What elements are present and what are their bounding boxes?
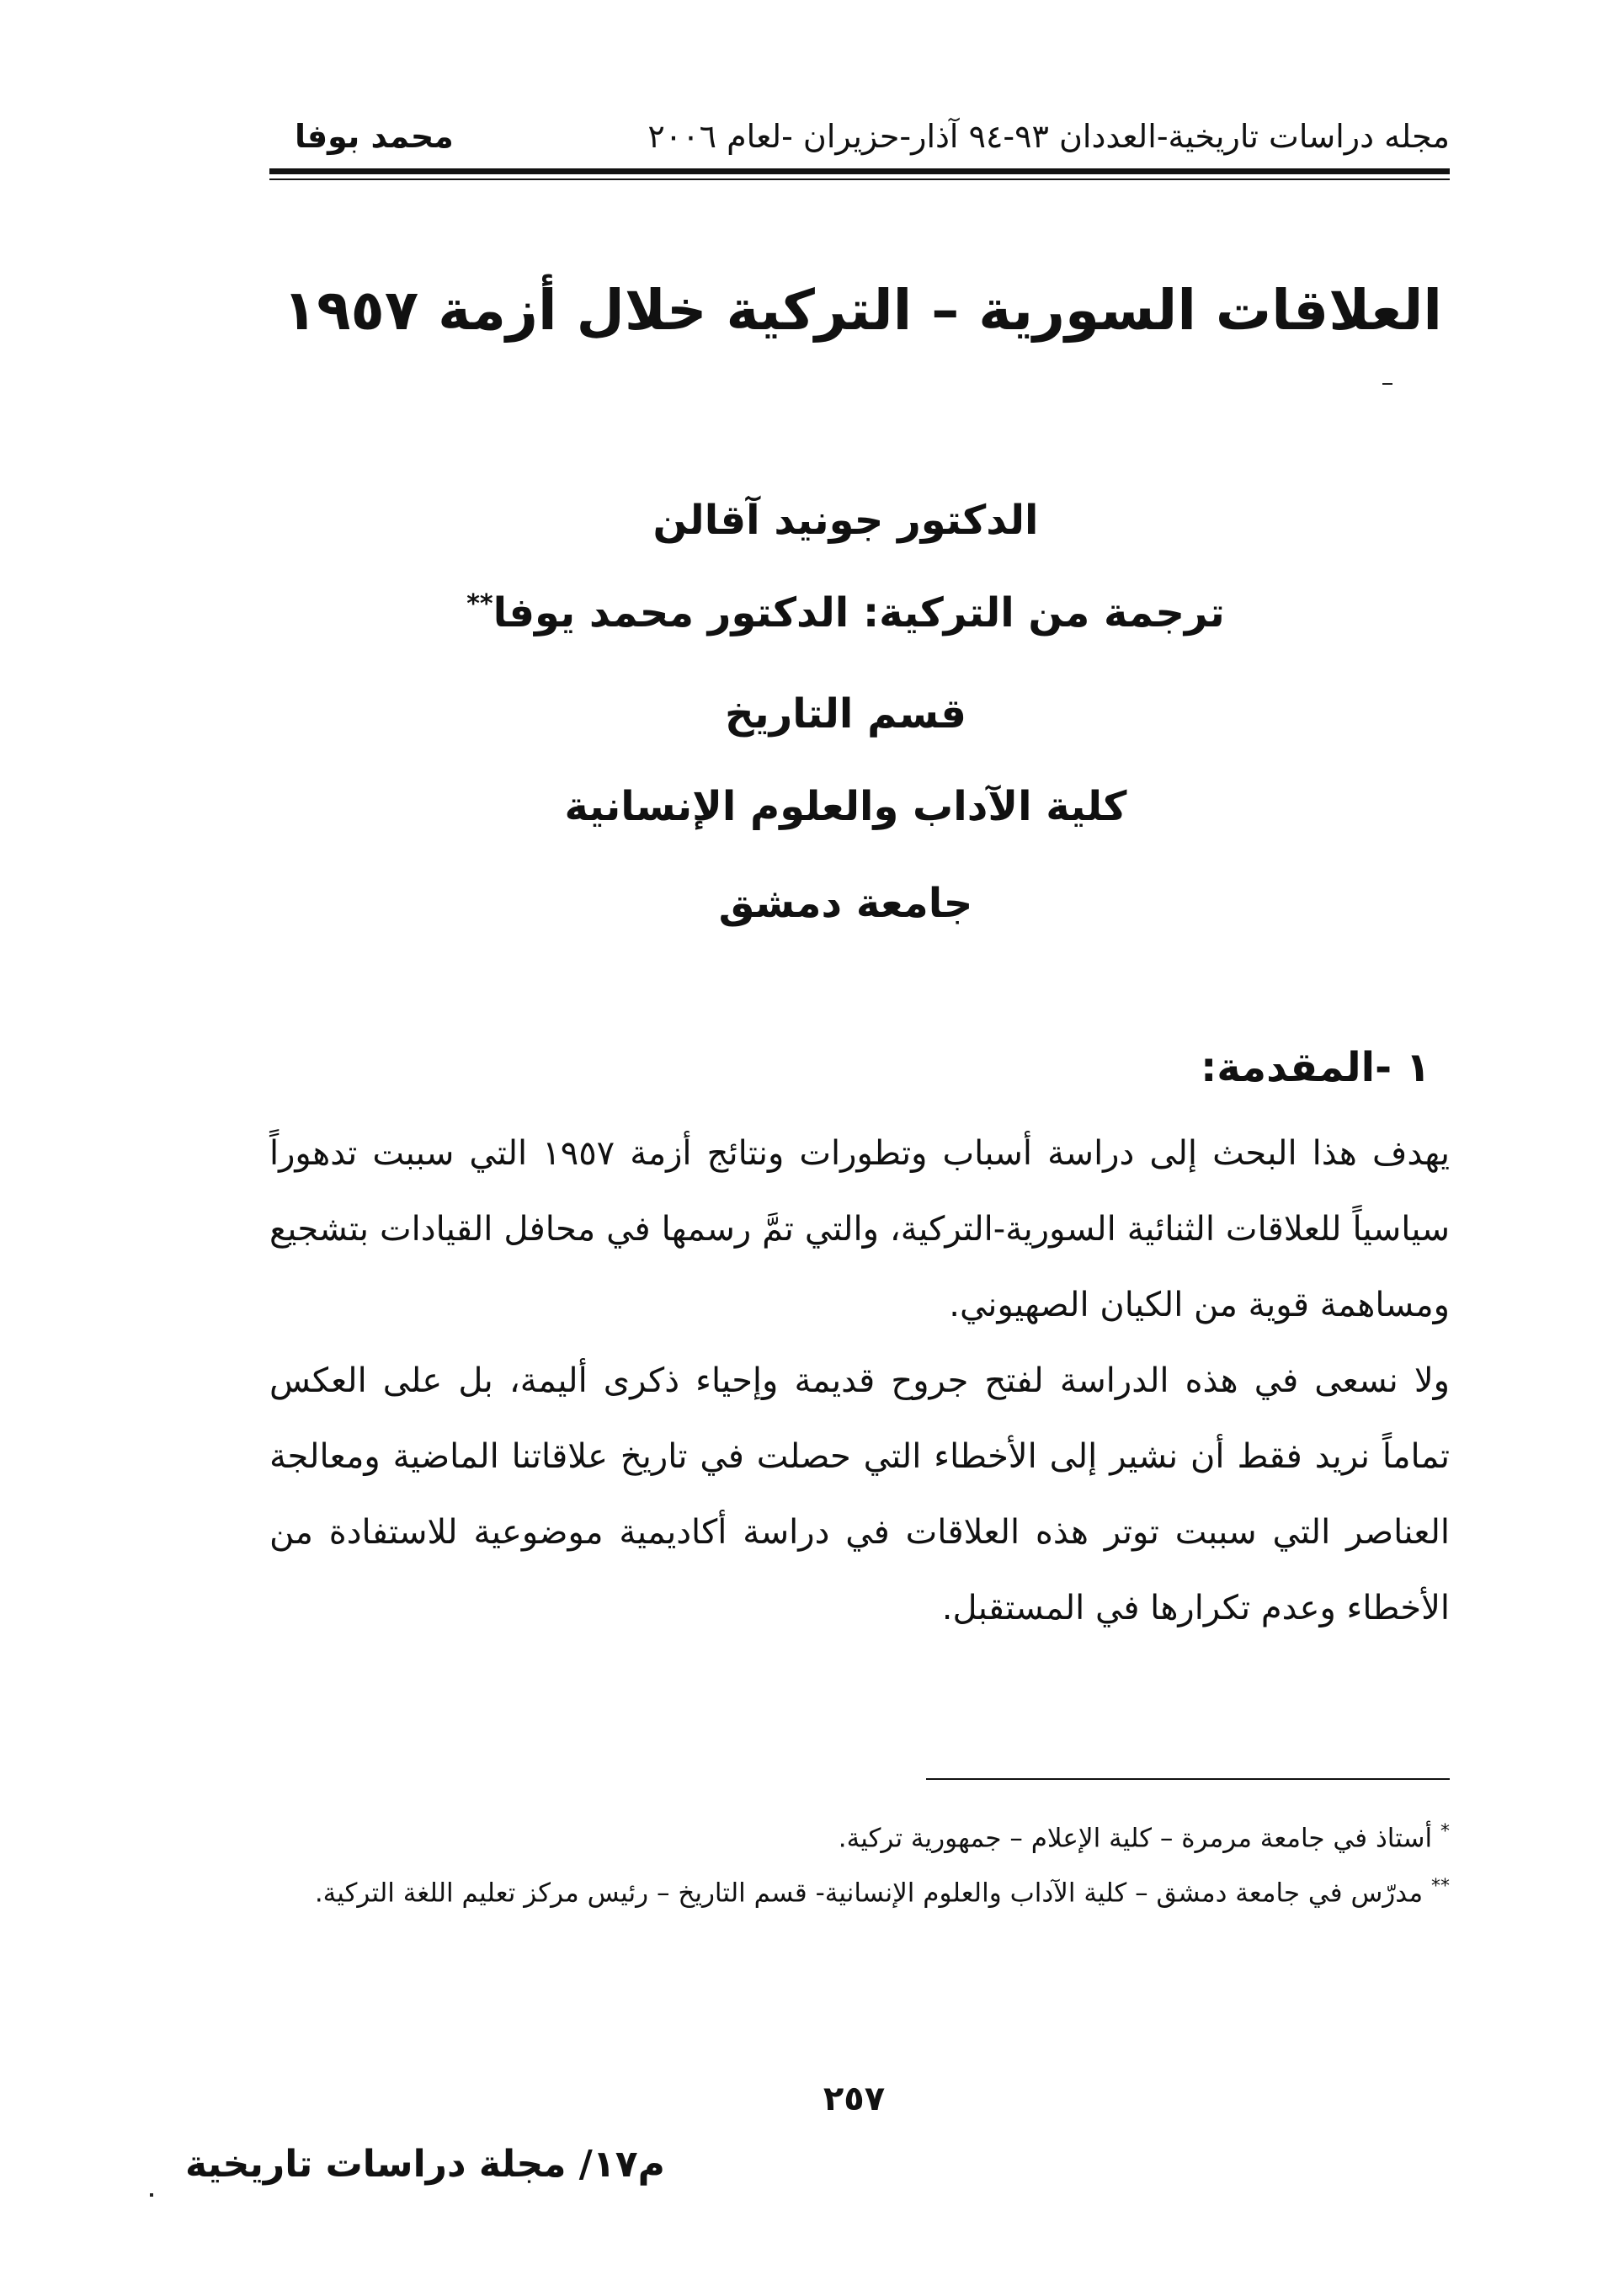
footnote-1-text: أستاذ في جامعة مرمرة – كلية الإعلام – جمهورية تركية. <box>838 1823 1433 1854</box>
footnote-2 <box>269 1861 1450 1919</box>
scan-speck <box>150 2193 153 2197</box>
department-line: قسم التاريخ <box>725 690 966 738</box>
article-title: العلاقات السورية – التركية خلال أزمة ١٩٥٧ <box>282 278 1443 343</box>
translator-text: ترجمة من التركية: الدكتور محمد يوفا <box>493 589 1225 637</box>
author-line: الدكتور جونيد آقالن <box>652 497 1039 544</box>
footnote-rule <box>926 1778 1450 1780</box>
running-header <box>269 118 1450 168</box>
scan-speck <box>1382 383 1392 385</box>
faculty-line: كلية الآداب والعلوم الإنسانية <box>564 783 1127 830</box>
university-line: جامعة دمشق <box>718 880 973 927</box>
translator-footnote-mark: ** <box>466 589 493 619</box>
header-rule-thin <box>269 178 1450 180</box>
footnote-2-mark: ** <box>1431 1876 1450 1897</box>
running-author-name: محمد بوفا <box>295 118 454 155</box>
footnote-1-mark: * <box>1440 1821 1450 1842</box>
translator-line <box>0 589 1624 637</box>
body-paragraph-2: ولا نسعى في هذه الدراسة لفتح جروح قديمة وإحياء ذكرى أليمة، بل على العكس تماماً نريد فقط أن نشير إلى الأخطاء التي حصلت في تاريخ علاقاتنا الماضية ومعالجة العناصر التي سببت توتر هذه العلاقات في دراسة أكاديمية موضوعية للاستفادة من الأخطاء وعدم تكرارها في المستقبل. <box>269 1361 1450 1627</box>
footnote-2-text: مدرّس في جامعة دمشق – كلية الآداب والعلوم الإنسانية- قسم التاريخ – رئيس مركز تعليم اللغة التركية. <box>314 1878 1424 1909</box>
footnote-1 <box>269 1806 1450 1864</box>
body-paragraph-1: يهدف هذا البحث إلى دراسة أسباب وتطورات ونتائج أزمة ١٩٥٧ التي سببت تدهوراً سياسياً للعلاقات الثنائية السورية-التركية، والتي تمَّ رسمها في محافل القيادات بتشجيع ومساهمة قوية من الكيان الصهيوني. <box>269 1134 1450 1324</box>
journal-issue-line: مجله دراسات تاريخية-العددان ٩٣-٩٤ آذار-حزيران -لعام ٢٠٠٦ <box>647 118 1450 155</box>
page-number: ٢٥٧ <box>823 2080 886 2118</box>
header-rule-thick <box>269 168 1450 174</box>
section-heading-introduction: ١ -المقدمة: <box>1201 1044 1430 1091</box>
journal-signature: م١٧/ مجلة دراسات تاريخية <box>185 2143 665 2186</box>
